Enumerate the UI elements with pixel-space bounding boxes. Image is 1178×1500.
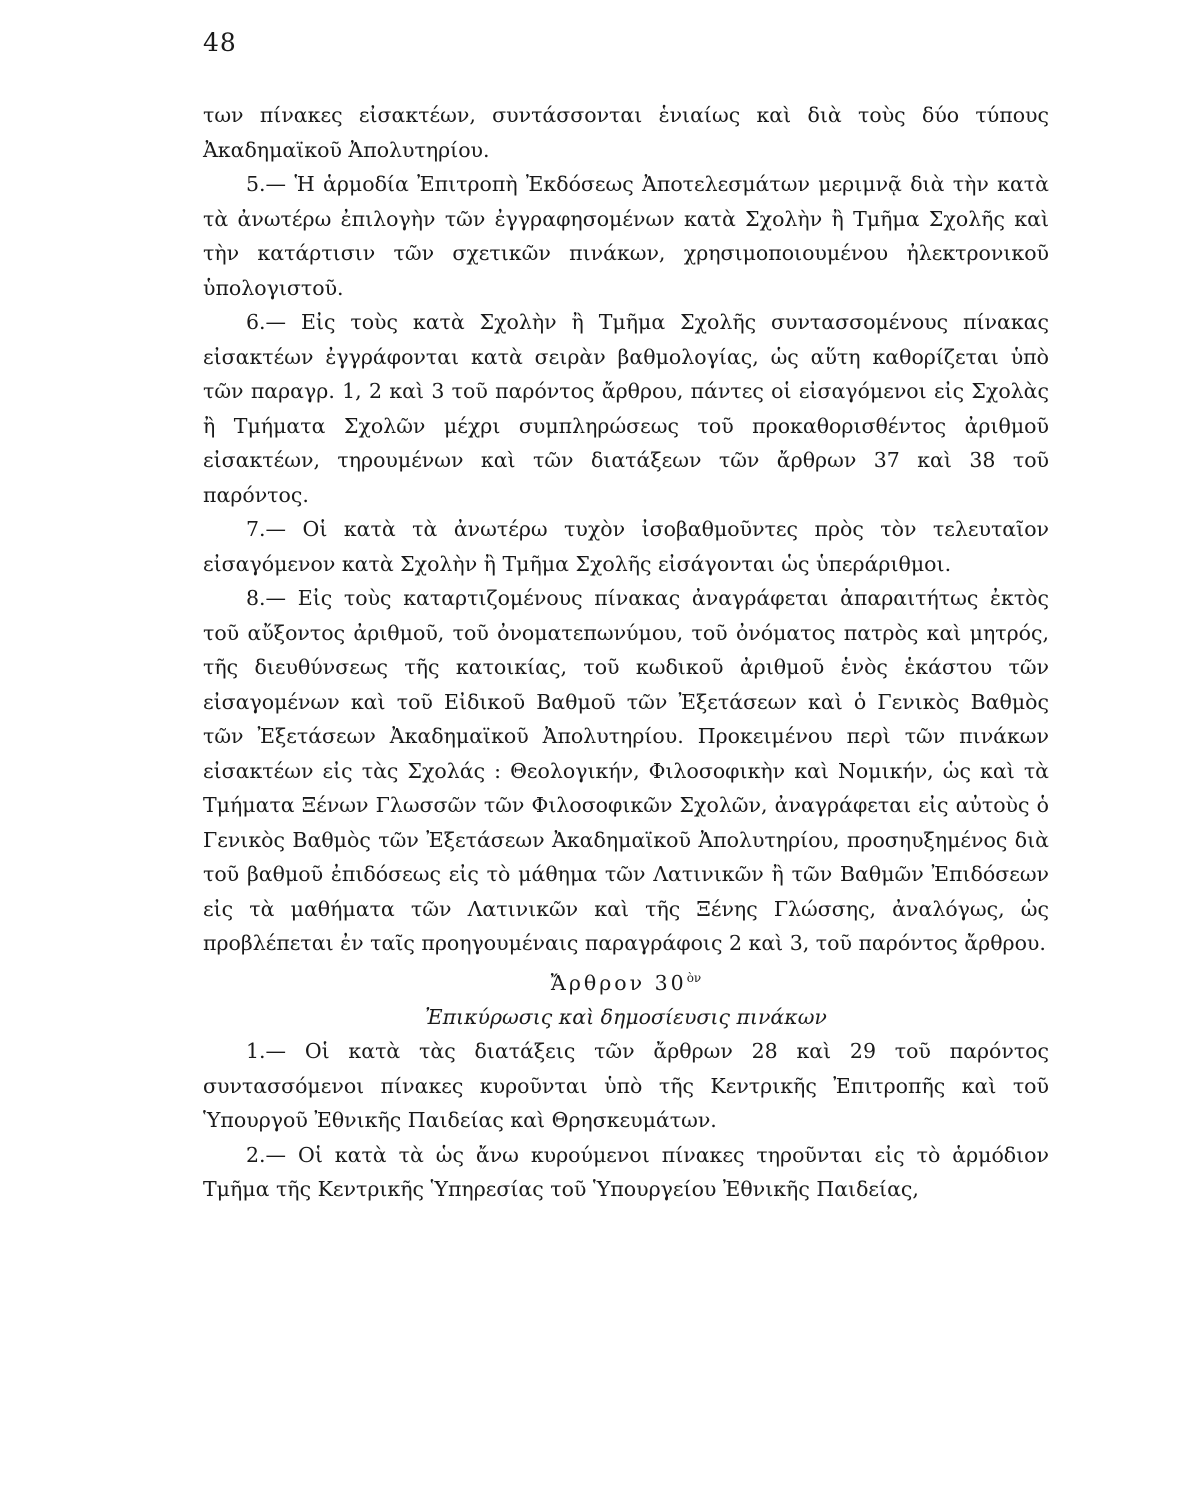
article-paragraph-2: 2.— Οἱ κατὰ τὰ ὡς ἄνω κυρούμενοι πίνακες τηροῦνται εἰς τὸ ἁρμόδιον Τμῆμα τῆς Κεντρικῆς Ὑπηρεσίας τοῦ Ὑπουργείου Ἐθνικῆς Παιδείας, [203,1142,1049,1202]
document-body [203,98,1049,1207]
paragraph-6: 6.— Εἰς τοὺς κατὰ Σχολὴν ἢ Τμῆμα Σχολῆς συντασσομένους πίνακας εἰσακτέων ἐγγράφονται κατὰ σειρὰν βαθμολογίας, ὡς αὕτη καθορίζεται ὑπὸ τῶν παραγρ. 1, 2 καὶ 3 τοῦ παρόντος ἄρθρου, πάντες οἱ εἰσαγόμενοι εἰς Σχολὰς ἢ Τμήματα Σχολῶν μέχρι συμπληρώσεως τοῦ προκαθορισθέντος ἀριθμοῦ εἰσακτέων, τηρουμένων καὶ τῶν διατάξεων τῶν ἄρθρων 37 καὶ 38 τοῦ παρόντος. [203,310,1049,507]
paragraph-7: 7.— Οἱ κατὰ τὰ ἀνωτέρω τυχὸν ἰσοβαθμοῦντες πρὸς τὸν τελευταῖον εἰσαγόμενον κατὰ Σχολὴν ἢ Τμῆμα Σχολῆς εἰσάγονται ὡς ὑπεράριθμοι. [203,517,1049,576]
article-heading-ordinal: ὸν [686,970,702,985]
paragraph-5: 5.— Ἡ ἁρμοδία Ἐπιτροπὴ Ἐκδόσεως Ἀποτελεσμάτων μεριμνᾷ διὰ τὴν κατὰ τὰ ἀνωτέρω ἐπιλογὴν τῶν ἐγγραφησομένων κατὰ Σχολὴν ἢ Τμῆμα Σχολῆς καὶ τὴν κατάρτισιν τῶν σχετικῶν πινάκων, χρησιμοποιουμένου ἠλεκτρονικοῦ ὑπολογιστοῦ. [203,172,1049,300]
page-number: 48 [203,28,237,57]
paragraph-8: 8.— Εἰς τοὺς καταρτιζομένους πίνακας ἀναγράφεται ἀπαραιτήτως ἐκτὸς τοῦ αὔξοντος ἀριθμοῦ, τοῦ ὀνοματεπωνύμου, τοῦ ὀνόματος πατρὸς καὶ μητρός, τῆς διευθύνσεως τῆς κατοικίας, τοῦ κωδικοῦ ἀριθμοῦ ἑνὸς ἑκάστου τῶν εἰσαγομένων καὶ τοῦ Εἰδικοῦ Βαθμοῦ τῶν Ἐξετάσεων καὶ ὁ Γενικὸς Βαθμὸς τῶν Ἐξετάσεων Ἀκαδημαϊκοῦ Ἀπολυτηρίου. Προκειμένου περὶ τῶν πινάκων εἰσακτέων εἰς τὰς Σχολάς : Θεολογικήν, Φιλοσοφικὴν καὶ Νομικήν, ὡς καὶ τὰ Τμήματα Ξένων Γλωσσῶν τῶν Φιλοσοφικῶν Σχολῶν, ἀναγράφεται εἰς αὐτοὺς ὁ Γενικὸς Βαθμὸς τῶν Ἐξετάσεων Ἀκαδημαϊκοῦ Ἀπολυτηρίου, προσηυξημένος διὰ τοῦ βαθμοῦ ἐπιδόσεως εἰς τὸ μάθημα τῶν Λατινικῶν ἢ τῶν Βαθμῶν Ἐπιδόσεων εἰς τὰ μαθήματα τῶν Λατινικῶν καὶ τῆς Ξένης Γλώσσης, ἀναλόγως, ὡς προβλέπεται ἐν ταῖς προηγουμέναις παραγράφοις 2 καὶ 3, τοῦ παρόντος ἄρθρου. [203,586,1049,955]
article-heading [203,961,1049,1000]
article-subtitle: Ἐπικύρωσις καὶ δημοσίευσις πινάκων [425,1004,827,1029]
article-paragraph-1: 1.— Οἱ κατὰ τὰς διατάξεις τῶν ἄρθρων 28 καὶ 29 τοῦ παρόντος συντασσόμενοι πίνακες κυροῦνται ὑπὸ τῆς Κεντρικῆς Ἐπιτροπῆς καὶ τοῦ Ὑπουργοῦ Ἐθνικῆς Παιδείας καὶ Θρησκευμάτων. [203,1039,1049,1133]
paragraph-continuation: των πίνακες εἰσακτέων, συντάσσονται ἑνιαίως καὶ διὰ τοὺς δύο τύπους Ἀκαδημαϊκοῦ Ἀπολυτηρίου. [203,103,1049,162]
article-heading-text: Ἄρθρον 30 [550,970,687,995]
